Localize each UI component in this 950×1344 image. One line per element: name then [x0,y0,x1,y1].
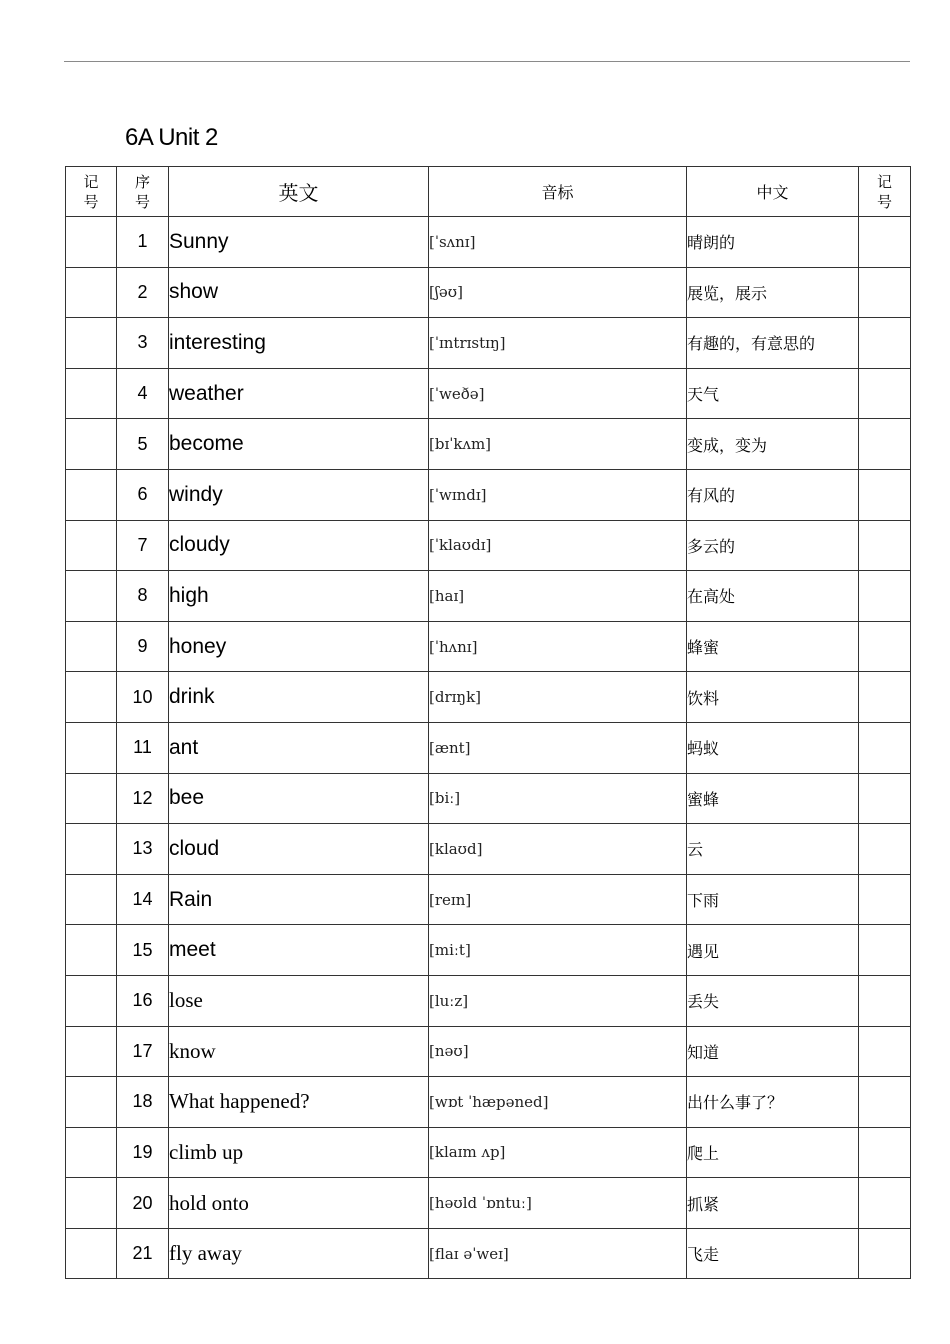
header-index: 序 号 [117,167,169,217]
mark-left-cell [66,1127,117,1178]
phonetic-transcription: [reɪn] [429,874,687,925]
mark-left-cell [66,722,117,773]
mark-right-cell [859,824,911,875]
table-row [66,1178,911,1229]
english-word: meet [169,925,429,976]
english-word: ant [169,722,429,773]
header-chinese: 中文 [687,167,859,217]
phonetic-transcription: [ˈweðə] [429,368,687,419]
mark-left-cell [66,217,117,268]
phonetic-transcription: [ˈhʌnɪ] [429,621,687,672]
mark-right-cell [859,621,911,672]
table-row [66,1026,911,1077]
row-number: 21 [117,1228,169,1279]
table-row [66,975,911,1026]
phonetic-transcription: [ænt] [429,722,687,773]
row-number: 5 [117,419,169,470]
mark-left-cell [66,874,117,925]
phonetic-transcription: [ˈwɪndɪ] [429,469,687,520]
header-english: 英文 [169,167,429,217]
chinese-meaning: 多云的 [687,520,859,571]
row-number: 6 [117,469,169,520]
english-word: interesting [169,318,429,369]
row-number: 4 [117,368,169,419]
row-number: 3 [117,318,169,369]
mark-left-cell [66,925,117,976]
chinese-meaning: 在高处 [687,571,859,622]
english-word: windy [169,469,429,520]
phonetic-transcription: [haɪ] [429,571,687,622]
table-row [66,824,911,875]
row-number: 7 [117,520,169,571]
mark-right-cell [859,267,911,318]
table-row [66,267,911,318]
mark-right-cell [859,773,911,824]
mark-right-cell [859,520,911,571]
table-row [66,1228,911,1279]
english-word: hold onto [169,1178,429,1229]
phonetic-transcription: [klaʊd] [429,824,687,875]
phonetic-transcription: [luːz] [429,975,687,1026]
chinese-meaning: 飞走 [687,1228,859,1279]
mark-right-cell [859,571,911,622]
header-phonetic: 音标 [429,167,687,217]
english-word: drink [169,672,429,723]
chinese-meaning: 出什么事了？ [687,1077,859,1128]
phonetic-transcription: [klaɪm ʌp] [429,1127,687,1178]
phonetic-transcription: [miːt] [429,925,687,976]
english-word: cloudy [169,520,429,571]
row-number: 1 [117,217,169,268]
phonetic-transcription: [wɒt ˈhæpəned] [429,1077,687,1128]
english-word: lose [169,975,429,1026]
row-number: 18 [117,1077,169,1128]
row-number: 8 [117,571,169,622]
mark-right-cell [859,722,911,773]
row-number: 9 [117,621,169,672]
english-word: fly away [169,1228,429,1279]
chinese-meaning: 云 [687,824,859,875]
english-word: honey [169,621,429,672]
phonetic-transcription: [biː] [429,773,687,824]
mark-right-cell [859,469,911,520]
mark-right-cell [859,672,911,723]
chinese-meaning: 展览，展示 [687,267,859,318]
chinese-meaning: 知道 [687,1026,859,1077]
mark-right-cell [859,1077,911,1128]
english-word: What happened? [169,1077,429,1128]
mark-right-cell [859,419,911,470]
phonetic-transcription: [ʃəʊ] [429,267,687,318]
mark-left-cell [66,571,117,622]
english-word: Rain [169,874,429,925]
mark-left-cell [66,824,117,875]
chinese-meaning: 变成，变为 [687,419,859,470]
table-row [66,773,911,824]
english-word: become [169,419,429,470]
table-row [66,1077,911,1128]
table-row [66,925,911,976]
row-number: 2 [117,267,169,318]
english-word: climb up [169,1127,429,1178]
chinese-meaning: 抓紧 [687,1178,859,1229]
table-row [66,672,911,723]
mark-right-cell [859,925,911,976]
table-row [66,469,911,520]
mark-right-cell [859,975,911,1026]
chinese-meaning: 蚂蚁 [687,722,859,773]
row-number: 11 [117,722,169,773]
chinese-meaning: 有风的 [687,469,859,520]
header-mark-left: 记 号 [66,167,117,217]
chinese-meaning: 天气 [687,368,859,419]
chinese-meaning: 下雨 [687,874,859,925]
phonetic-transcription: [həʊld ˈɒntuː] [429,1178,687,1229]
mark-right-cell [859,1178,911,1229]
row-number: 20 [117,1178,169,1229]
mark-left-cell [66,419,117,470]
chinese-meaning: 晴朗的 [687,217,859,268]
phonetic-transcription: [ˈɪntrɪstɪŋ] [429,318,687,369]
mark-left-cell [66,621,117,672]
row-number: 19 [117,1127,169,1178]
mark-right-cell [859,217,911,268]
mark-left-cell [66,975,117,1026]
table-row [66,318,911,369]
table-body [66,217,911,1279]
mark-right-cell [859,874,911,925]
table-row [66,621,911,672]
english-word: show [169,267,429,318]
english-word: high [169,571,429,622]
table-row [66,520,911,571]
row-number: 10 [117,672,169,723]
english-word: cloud [169,824,429,875]
english-word: know [169,1026,429,1077]
mark-left-cell [66,469,117,520]
mark-left-cell [66,672,117,723]
phonetic-transcription: [bɪˈkʌm] [429,419,687,470]
phonetic-transcription: [flaɪ əˈweɪ] [429,1228,687,1279]
row-number: 15 [117,925,169,976]
row-number: 14 [117,874,169,925]
vocabulary-table [65,166,911,1279]
phonetic-transcription: [ˈsʌnɪ] [429,217,687,268]
chinese-meaning: 饮料 [687,672,859,723]
english-word: Sunny [169,217,429,268]
mark-left-cell [66,318,117,369]
page-title: 6A Unit 2 [125,124,218,151]
header-rule [64,61,910,62]
phonetic-transcription: [drɪŋk] [429,672,687,723]
row-number: 16 [117,975,169,1026]
table-row [66,368,911,419]
mark-left-cell [66,1228,117,1279]
chinese-meaning: 爬上 [687,1127,859,1178]
english-word: bee [169,773,429,824]
row-number: 12 [117,773,169,824]
mark-left-cell [66,520,117,571]
phonetic-transcription: [nəʊ] [429,1026,687,1077]
mark-left-cell [66,368,117,419]
chinese-meaning: 遇见 [687,925,859,976]
chinese-meaning: 蜜蜂 [687,773,859,824]
table-row [66,874,911,925]
table-row [66,1127,911,1178]
mark-right-cell [859,1127,911,1178]
mark-left-cell [66,267,117,318]
mark-right-cell [859,318,911,369]
mark-right-cell [859,1026,911,1077]
mark-right-cell [859,1228,911,1279]
table-row [66,571,911,622]
mark-left-cell [66,773,117,824]
chinese-meaning: 蜂蜜 [687,621,859,672]
chinese-meaning: 有趣的，有意思的 [687,318,859,369]
table-row [66,217,911,268]
phonetic-transcription: [ˈklaʊdɪ] [429,520,687,571]
mark-left-cell [66,1178,117,1229]
table-header-row [66,167,911,217]
table-row [66,419,911,470]
mark-right-cell [859,368,911,419]
chinese-meaning: 丢失 [687,975,859,1026]
row-number: 17 [117,1026,169,1077]
english-word: weather [169,368,429,419]
row-number: 13 [117,824,169,875]
header-mark-right: 记 号 [859,167,911,217]
mark-left-cell [66,1026,117,1077]
mark-left-cell [66,1077,117,1128]
table-row [66,722,911,773]
